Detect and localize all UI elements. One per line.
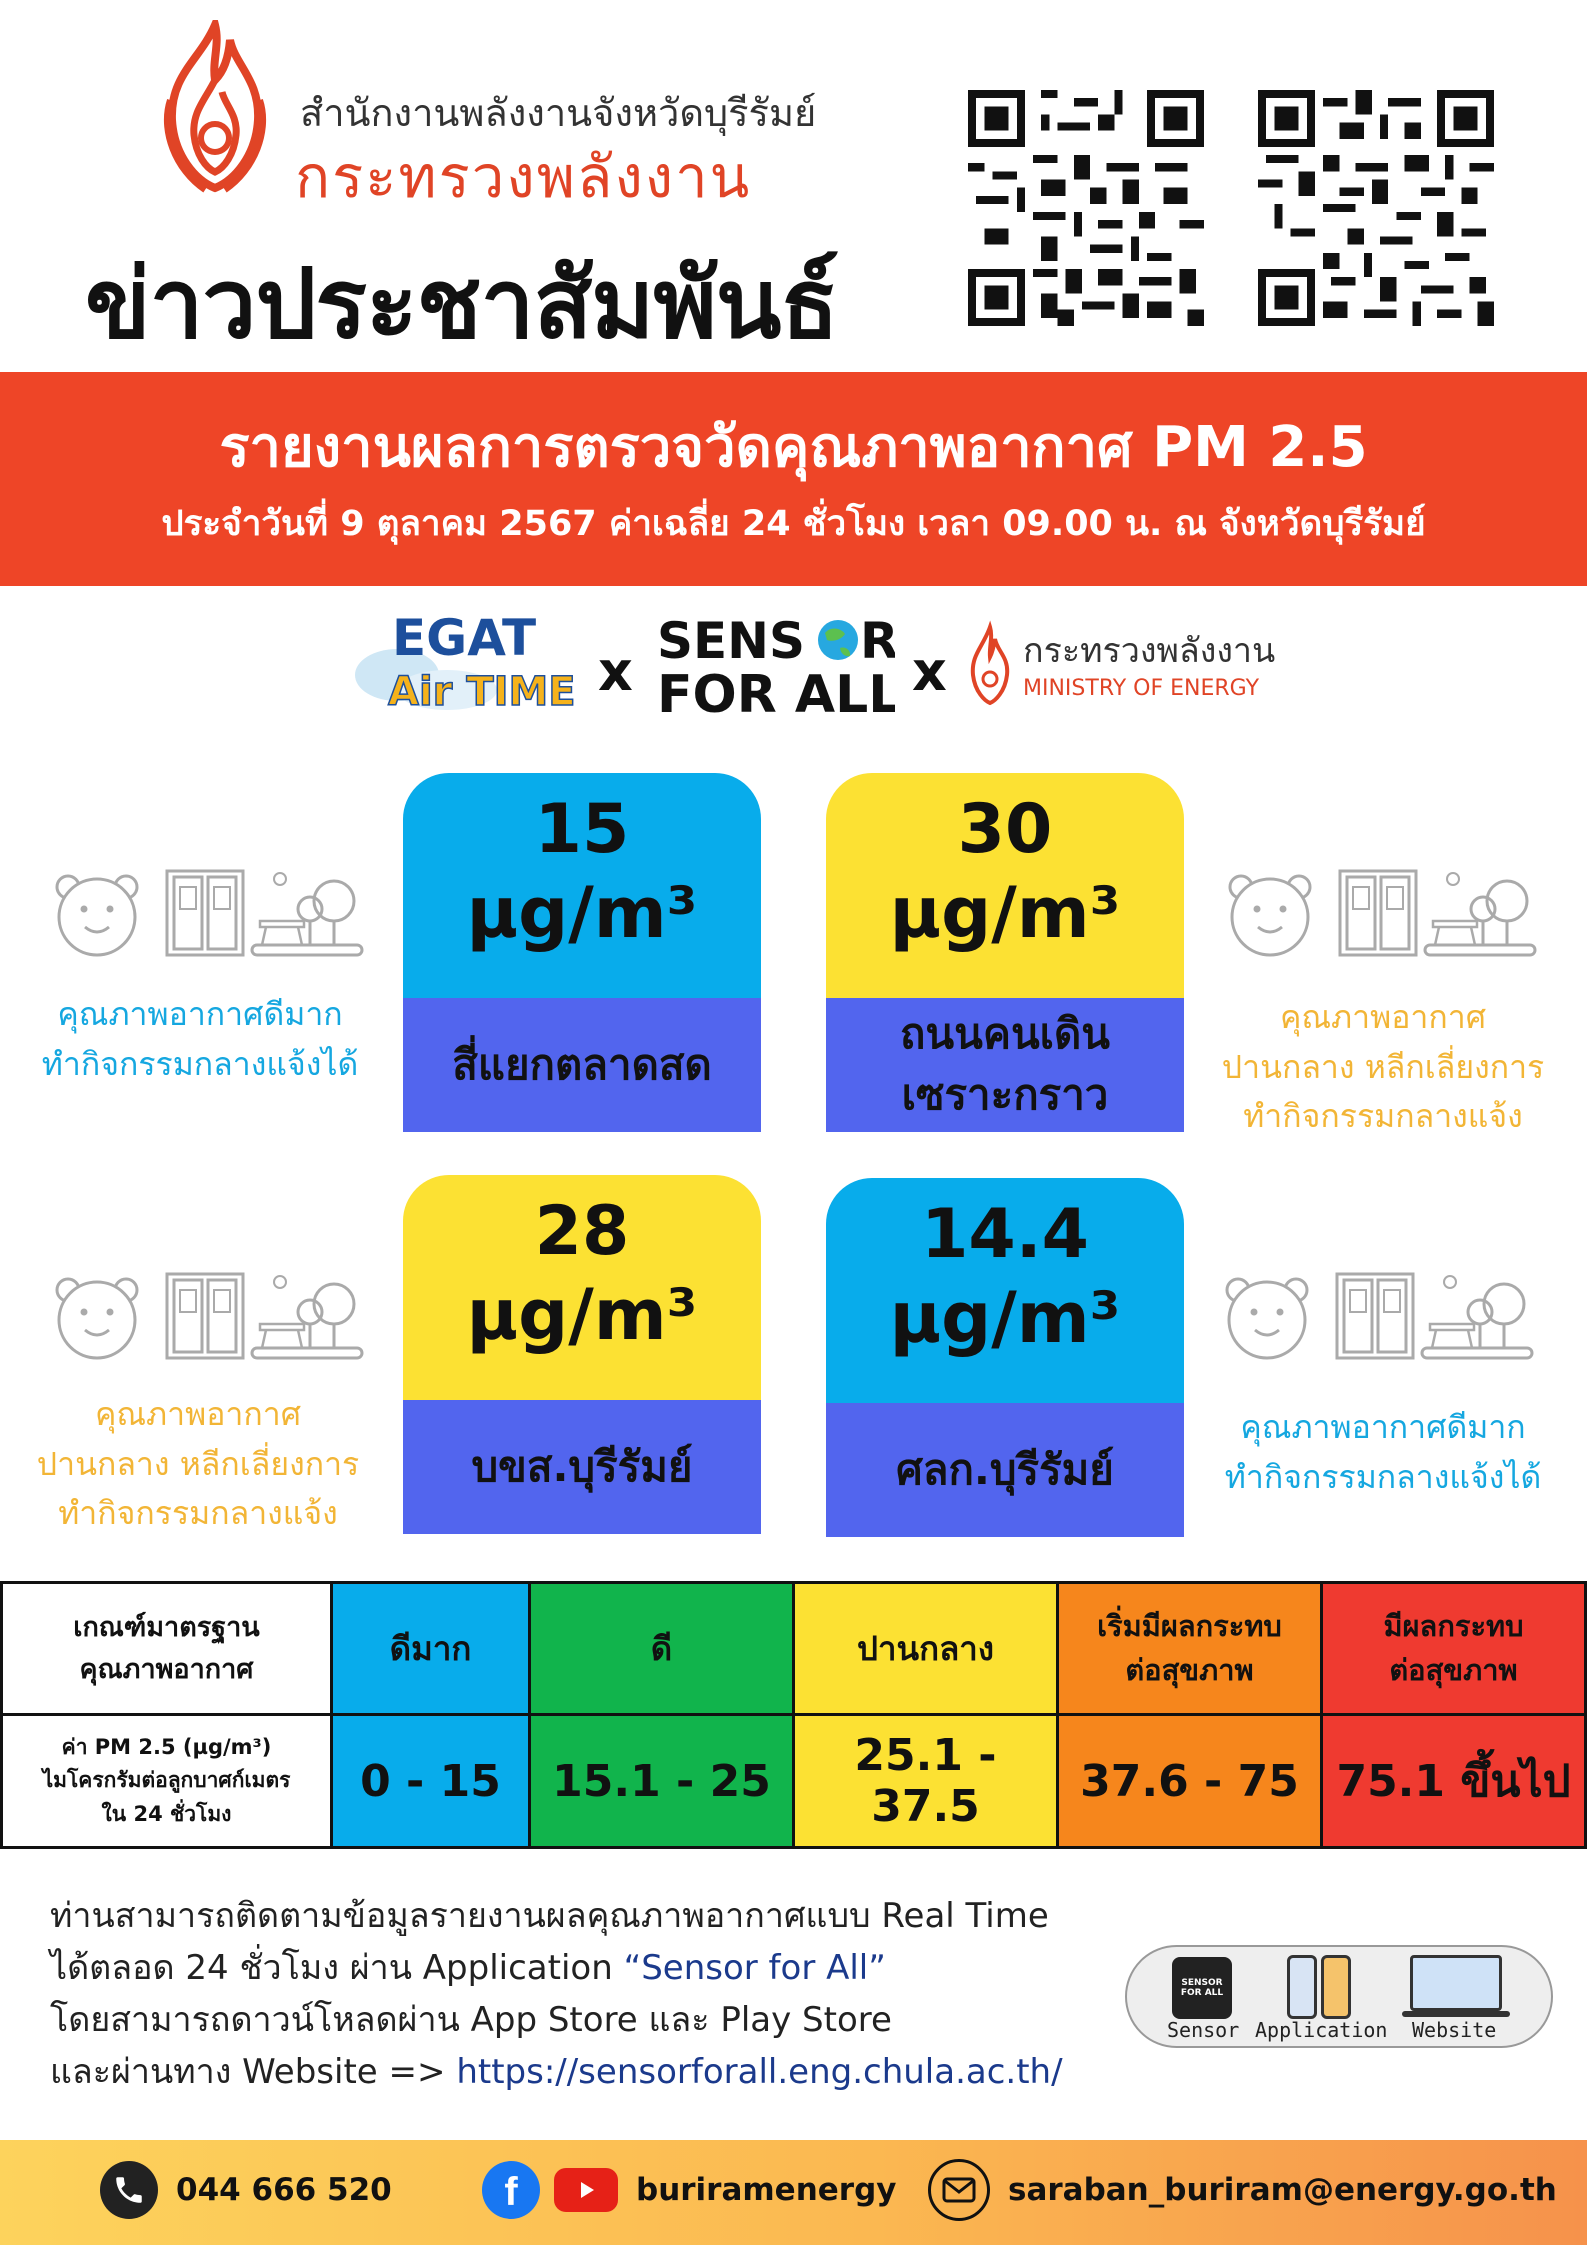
activity-icons — [1225, 865, 1545, 965]
station-name-panel — [826, 998, 1184, 1132]
phone-icon — [100, 2161, 158, 2219]
qr-code-icon[interactable] — [968, 90, 1204, 326]
range-starting-effect: 37.6 - 75 — [1059, 1716, 1323, 1846]
app-download-badge[interactable] — [1125, 1945, 1553, 2048]
range-good: 15.1 - 25 — [531, 1716, 795, 1846]
level-moderate: ปานกลาง — [795, 1584, 1059, 1713]
badge-label: Website — [1412, 2018, 1497, 2042]
footer-email[interactable] — [928, 2160, 1557, 2220]
pm25-row-label: ค่า PM 2.5 (µg/m³) ไมโครกรัมต่อลูกบาศก์เมตร ใน 24 ชั่วโมง — [3, 1716, 333, 1846]
page-title: ข่าวประชาสัมพันธ์ — [85, 248, 838, 360]
pm25-value-panel — [826, 1178, 1184, 1403]
sensor-app-icon: SENSOR FOR ALL — [1172, 1957, 1232, 2019]
pm25-value-panel — [403, 1175, 761, 1400]
partner-separator: x — [912, 640, 947, 703]
ministry-flame-logo — [150, 20, 280, 195]
station-name-panel — [403, 1400, 761, 1534]
pm25-value: 28 — [534, 1192, 630, 1271]
pm25-value: 14.4 — [921, 1195, 1089, 1274]
pm25-value: 30 — [957, 790, 1053, 869]
aqi-standards-table — [0, 1581, 1587, 1849]
pm25-value-panel — [403, 773, 761, 998]
info-line: โดยสามารถดาวน์โหลดผ่าน App Store และ Play Store — [50, 2000, 892, 2040]
air-quality-advice: คุณภาพอากาศ ปานกลาง หลีกเลี่ยงการ ทำกิจกรรมกลางแจ้ง — [1221, 998, 1545, 1136]
station-name: บขส.บุรีรัมย์ — [471, 1441, 693, 1491]
range-health-effect: 75.1 ขึ้นไป — [1323, 1716, 1584, 1846]
info-text — [50, 1890, 1130, 2098]
mail-icon — [928, 2159, 990, 2221]
footer-social[interactable] — [482, 2160, 897, 2220]
station-name: สี่แยกตลาดสด — [452, 1039, 712, 1089]
station-card — [826, 1178, 1184, 1537]
station-name: ถนนคนเดิน — [900, 1009, 1110, 1059]
air-quality-advice: คุณภาพอากาศ ปานกลาง หลีกเลี่ยงการ ทำกิจกรรมกลางแจ้ง — [36, 1395, 360, 1533]
station-name-panel — [403, 998, 761, 1132]
level-health-effect: มีผลกระทบ ต่อสุขภาพ — [1323, 1584, 1584, 1713]
phone-number: 044 666 520 — [176, 2172, 392, 2208]
pm25-unit: µg/m³ — [889, 1276, 1121, 1359]
moe-en-text: MINISTRY OF ENERGY — [1023, 676, 1260, 701]
pm25-unit: µg/m³ — [466, 871, 698, 954]
office-name: สำนักงานพลังงานจังหวัดบุรีรัมย์ — [300, 91, 817, 135]
ministry-of-energy-logo — [965, 617, 1315, 707]
social-handle: buriramenergy — [636, 2172, 897, 2208]
facebook-icon[interactable]: f — [482, 2161, 540, 2219]
sensor-r-text: R — [860, 612, 895, 670]
level-starting-effect: เริ่มมีผลกระทบ ต่อสุขภาพ — [1059, 1584, 1323, 1713]
station-name-panel — [826, 1403, 1184, 1537]
station-name: ศลก.บุรีรัมย์ — [896, 1444, 1114, 1494]
phone-icon — [1287, 1955, 1317, 2019]
air-time-text: Air TIME — [388, 669, 576, 715]
range-moderate: 25.1 - 37.5 — [795, 1716, 1059, 1846]
partner-separator: x — [598, 640, 633, 703]
pm25-unit: µg/m³ — [466, 1273, 698, 1356]
activity-icons — [52, 865, 372, 965]
activity-icons — [52, 1268, 372, 1368]
qr-code-icon[interactable] — [1258, 90, 1494, 326]
pm25-value: 15 — [534, 790, 630, 869]
air-quality-advice: คุณภาพอากาศดีมาก ทำกิจกรรมกลางแจ้งได้ — [41, 995, 359, 1083]
laptop-base-icon — [1402, 2011, 1510, 2017]
app-name: “Sensor for All” — [623, 1948, 886, 1988]
egat-text: EGAT — [392, 609, 537, 667]
station-card — [403, 1175, 761, 1534]
report-title: รายงานผลการตรวจวัดคุณภาพอากาศ PM 2.5 — [219, 415, 1368, 480]
pm25-value-panel — [826, 773, 1184, 998]
table-row — [3, 1716, 1584, 1846]
station-card — [826, 773, 1184, 1132]
badge-label: Sensor — [1167, 2018, 1240, 2042]
egat-air-time-logo — [352, 605, 578, 717]
station-card — [403, 773, 761, 1132]
website-link[interactable]: https://sensorforall.eng.chula.ac.th/ — [456, 2052, 1063, 2092]
email-address: saraban_buriram@energy.go.th — [1008, 2172, 1557, 2208]
table-row — [3, 1584, 1584, 1716]
sensor-text: SENS — [657, 612, 806, 670]
badge-label: Application — [1255, 2018, 1388, 2042]
youtube-icon[interactable] — [554, 2168, 618, 2212]
moe-th-text: กระทรวงพลังงาน — [1023, 631, 1276, 671]
report-subtitle: ประจำวันที่ 9 ตุลาคม 2567 ค่าเฉลี่ย 24 ชั่วโมง เวลา 09.00 น. ณ จังหวัดบุรีรัมย์ — [161, 504, 1426, 544]
level-good: ดี — [531, 1584, 795, 1713]
range-very-good: 0 - 15 — [333, 1716, 531, 1846]
info-line: และผ่านทาง Website => https://sensorforall.eng.chula.ac.th/ — [50, 2052, 1063, 2092]
air-quality-advice: คุณภาพอากาศดีมาก ทำกิจกรรมกลางแจ้งได้ — [1224, 1408, 1542, 1496]
sensor-for-all-logo — [655, 608, 895, 718]
info-line: ท่านสามารถติดตามข้อมูลรายงานผลคุณภาพอากาศแบบ Real Time — [50, 1896, 1049, 1936]
laptop-icon — [1410, 1955, 1502, 2011]
for-all-text: FOR ALL — [657, 665, 895, 718]
ministry-name: กระทรวงพลังงาน — [295, 143, 752, 211]
table-header-label: เกณฑ์มาตรฐาน คุณภาพอากาศ — [3, 1584, 333, 1713]
activity-icons — [1222, 1268, 1542, 1368]
pm25-unit: µg/m³ — [889, 871, 1121, 954]
station-name: เซราะกราว — [901, 1070, 1109, 1119]
phone-icon — [1321, 1955, 1351, 2019]
info-line: ได้ตลอด 24 ชั่วโมง ผ่าน Application “Sensor for All” — [50, 1948, 886, 1988]
footer-phone[interactable] — [100, 2160, 392, 2220]
level-very-good: ดีมาก — [333, 1584, 531, 1713]
